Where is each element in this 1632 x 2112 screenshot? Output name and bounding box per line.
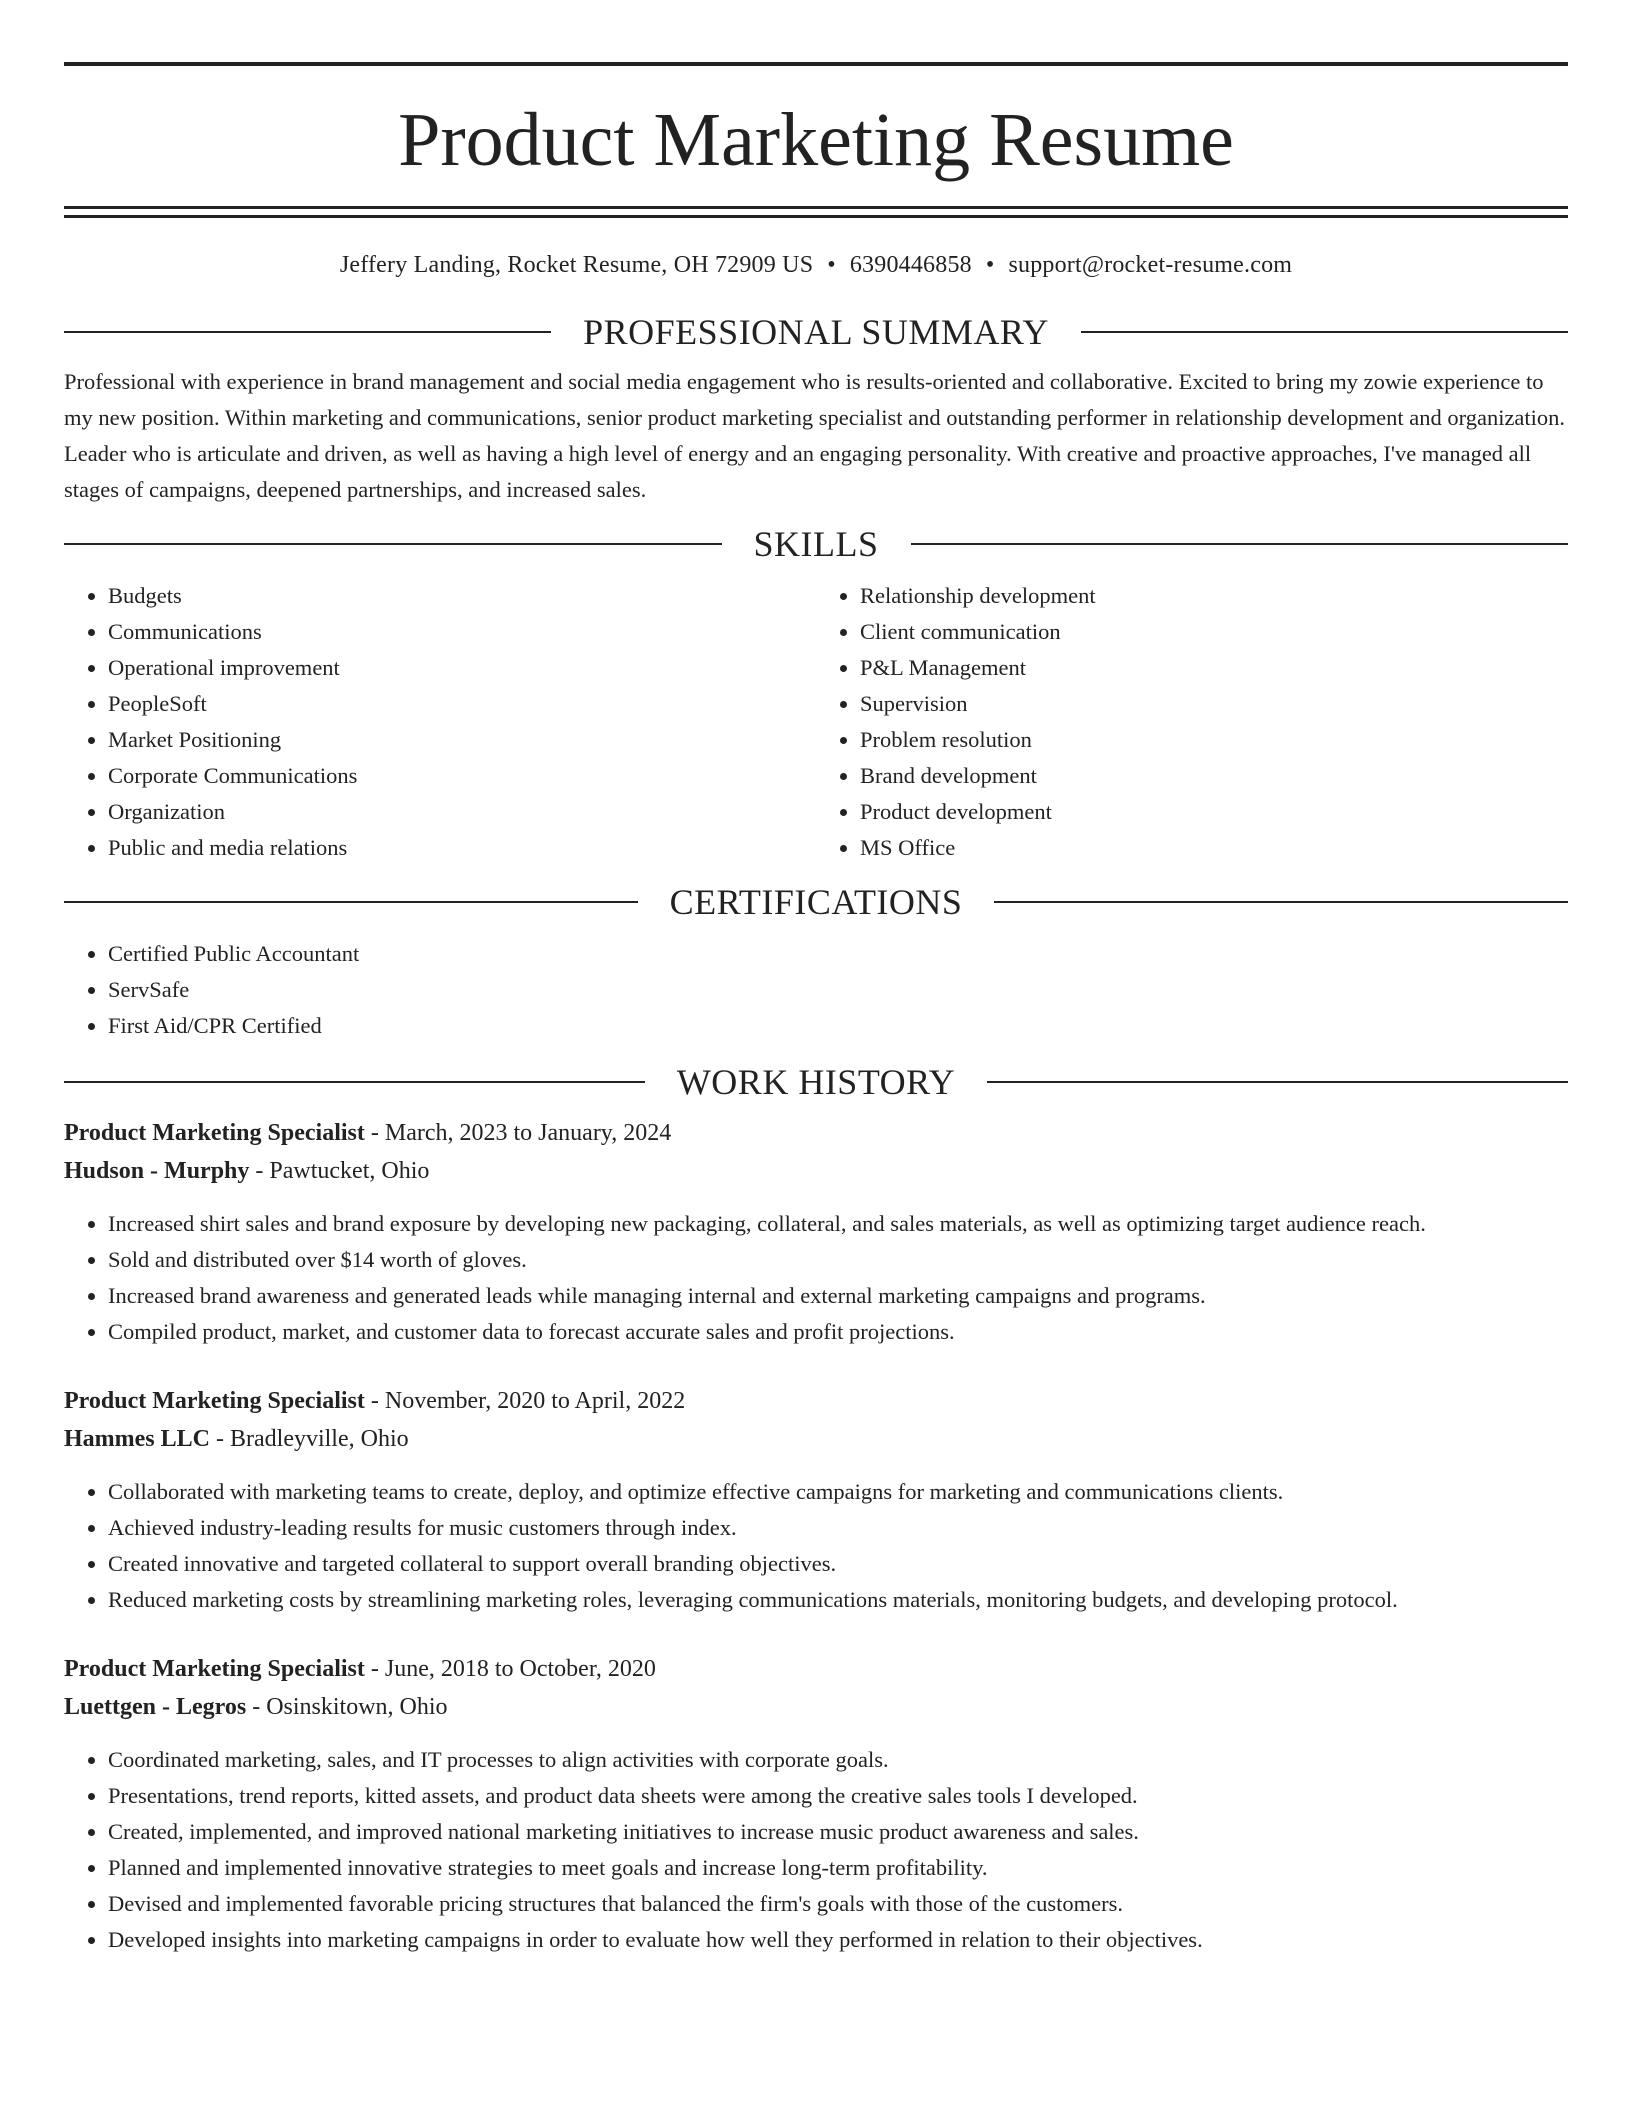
section-title: PROFESSIONAL SUMMARY xyxy=(583,312,1049,352)
job-title: Product Marketing Specialist xyxy=(64,1120,365,1146)
skill-item: • Product development xyxy=(860,794,1568,830)
skill-item: • Corporate Communications xyxy=(108,758,816,794)
skill-item: • PeopleSoft xyxy=(108,686,816,722)
job-company: Hammes LLC xyxy=(64,1426,210,1452)
job-dates: - June, 2018 to October, 2020 xyxy=(364,1656,656,1682)
section-heading-summary xyxy=(64,312,1568,352)
job-bullet: • Reduced marketing costs by streamlining marketing roles, leveraging communications materials, monitoring budgets, and developing protocol. xyxy=(108,1582,1568,1618)
job-bullet: • Coordinated marketing, sales, and IT processes to align activities with corporate goals. xyxy=(108,1742,1568,1778)
contact-phone: 6390446858 xyxy=(849,252,972,278)
job-location: - Bradleyville, Ohio xyxy=(210,1426,409,1452)
heading-rule-left xyxy=(64,1081,645,1083)
skills-list-right xyxy=(816,578,1568,866)
heading-rule-right xyxy=(911,543,1569,545)
job-bullet: • Presentations, trend reports, kitted assets, and product data sheets were among the creative sales tools I developed. xyxy=(108,1778,1568,1814)
skill-item: • Market Positioning xyxy=(108,722,816,758)
job-bullet: • Compiled product, market, and customer data to forecast accurate sales and profit projections. xyxy=(108,1314,1568,1350)
skill-item: • Problem resolution xyxy=(860,722,1568,758)
contact-separator: • xyxy=(985,252,995,278)
section-heading-certifications xyxy=(64,882,1568,922)
contact-address: Jeffery Landing, Rocket Resume, OH 72909 US xyxy=(339,252,814,278)
job-dates: - November, 2020 to April, 2022 xyxy=(364,1388,686,1414)
skill-item: • P&L Management xyxy=(860,650,1568,686)
certifications-list xyxy=(64,936,1568,1044)
job-bullet: • Increased brand awareness and generated leads while managing internal and external marketing campaigns and programs. xyxy=(108,1278,1568,1314)
job-bullet: • Achieved industry-leading results for music customers through index. xyxy=(108,1510,1568,1546)
skill-item: • Operational improvement xyxy=(108,650,816,686)
job-title-line xyxy=(64,1114,1568,1152)
heading-rule-left xyxy=(64,331,551,333)
job-bullet: • Developed insights into marketing campaigns in order to evaluate how well they performed in relation to their objectives. xyxy=(108,1922,1568,1958)
job-entry xyxy=(64,1382,1568,1618)
job-bullet: • Sold and distributed over $14 worth of gloves. xyxy=(108,1242,1568,1278)
resume-page xyxy=(64,62,1568,1958)
title-double-rule xyxy=(64,206,1568,218)
skill-item: • Relationship development xyxy=(860,578,1568,614)
job-company-line xyxy=(64,1420,1568,1458)
job-location: - Pawtucket, Ohio xyxy=(249,1158,430,1184)
job-title: Product Marketing Specialist xyxy=(64,1388,365,1414)
certification-item: • First Aid/CPR Certified xyxy=(108,1008,1568,1044)
skill-item: • Budgets xyxy=(108,578,816,614)
job-company-line xyxy=(64,1152,1568,1190)
job-entry xyxy=(64,1114,1568,1350)
heading-rule-right xyxy=(994,901,1568,903)
heading-rule-left xyxy=(64,543,722,545)
skills-list-left xyxy=(64,578,816,866)
job-title-line xyxy=(64,1382,1568,1420)
resume-title: Product Marketing Resume xyxy=(398,98,1234,182)
job-company-line xyxy=(64,1688,1568,1726)
job-bullet: • Devised and implemented favorable pricing structures that balanced the firm's goals with those of the customers. xyxy=(108,1886,1568,1922)
job-bullet: • Created innovative and targeted collateral to support overall branding objectives. xyxy=(108,1546,1568,1582)
contact-line xyxy=(64,250,1568,280)
skill-item: • Organization xyxy=(108,794,816,830)
section-title: CERTIFICATIONS xyxy=(669,882,963,922)
summary-text: Professional with experience in brand management and social media engagement who is results-oriented and collaborative. Excited to bring my zowie experience to my new position. Within marketing and communications, senior product marketing specialist and outstanding performer in relationship development and organization. Leader who is articulate and driven, as well as having a high level of energy and an engaging personality. With creative and proactive approaches, I've managed all stages of campaigns, deepened partnerships, and increased sales. xyxy=(64,369,1566,502)
skill-item: • Communications xyxy=(108,614,816,650)
certification-item: • ServSafe xyxy=(108,972,1568,1008)
section-heading-skills xyxy=(64,524,1568,564)
section-title: WORK HISTORY xyxy=(676,1062,956,1102)
job-entry xyxy=(64,1650,1568,1958)
work-history-list xyxy=(64,1114,1568,1958)
job-title: Product Marketing Specialist xyxy=(64,1656,365,1682)
top-rule xyxy=(64,62,1568,66)
job-bullets xyxy=(64,1474,1568,1618)
job-bullet: • Collaborated with marketing teams to create, deploy, and optimize effective campaigns for marketing and communications clients. xyxy=(108,1474,1568,1510)
job-bullets xyxy=(64,1742,1568,1958)
skills-columns xyxy=(64,578,1568,866)
job-company: Hudson - Murphy xyxy=(64,1158,250,1184)
job-bullet: • Created, implemented, and improved national marketing initiatives to increase music product awareness and sales. xyxy=(108,1814,1568,1850)
job-dates: - March, 2023 to January, 2024 xyxy=(364,1120,672,1146)
heading-rule-right xyxy=(1081,331,1568,333)
job-bullets xyxy=(64,1206,1568,1350)
skill-item: • Supervision xyxy=(860,686,1568,722)
contact-email: support@rocket-resume.com xyxy=(1008,252,1293,278)
section-heading-work-history xyxy=(64,1062,1568,1102)
skill-item: • Brand development xyxy=(860,758,1568,794)
job-title-line xyxy=(64,1650,1568,1688)
certification-item: • Certified Public Accountant xyxy=(108,936,1568,972)
job-bullet: • Increased shirt sales and brand exposure by developing new packaging, collateral, and sales materials, as well as optimizing target audience reach. xyxy=(108,1206,1568,1242)
heading-rule-left xyxy=(64,901,638,903)
heading-rule-right xyxy=(987,1081,1568,1083)
contact-separator: • xyxy=(827,252,836,278)
skill-item: • MS Office xyxy=(860,830,1568,866)
section-title: SKILLS xyxy=(753,524,879,564)
job-company: Luettgen - Legros xyxy=(64,1694,247,1720)
skill-item: • Client communication xyxy=(860,614,1568,650)
skill-item: • Public and media relations xyxy=(108,830,816,866)
job-location: - Osinskitown, Ohio xyxy=(246,1694,448,1720)
job-bullet: • Planned and implemented innovative strategies to meet goals and increase long-term profitability. xyxy=(108,1850,1568,1886)
